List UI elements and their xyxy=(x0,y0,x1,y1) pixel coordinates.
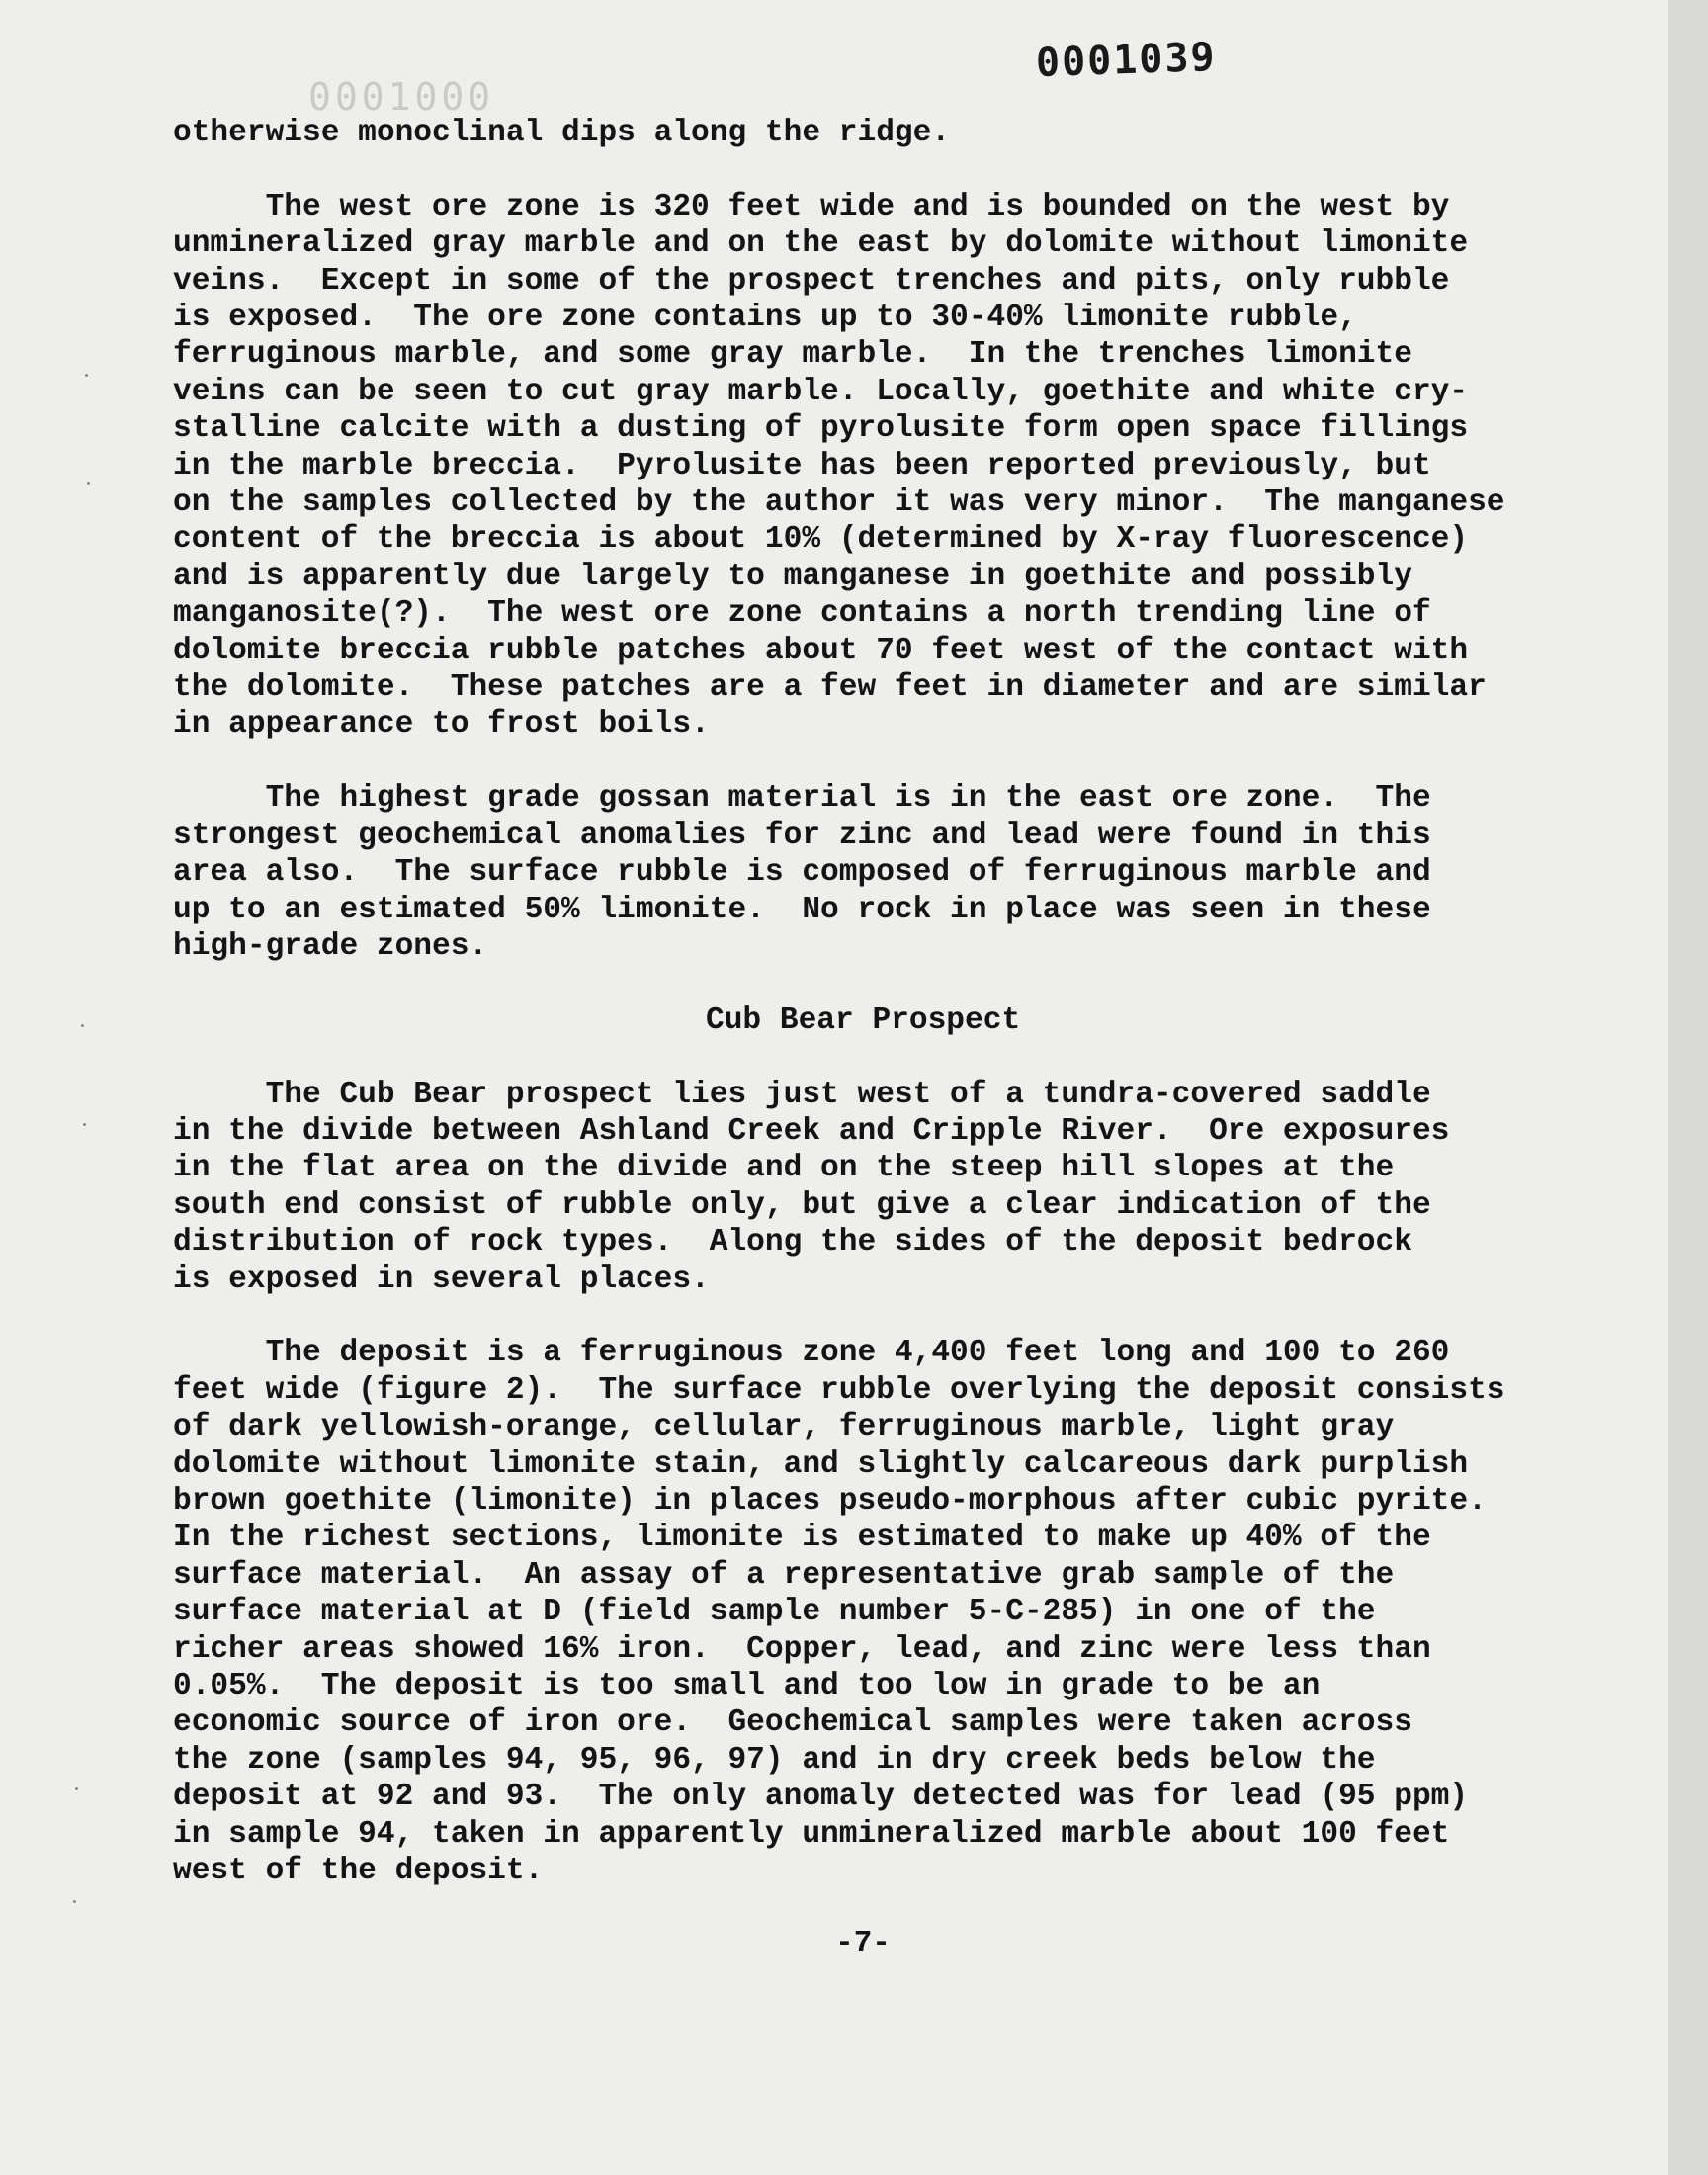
text-line: strongest geochemical anomalies for zinc and lead were found in this xyxy=(173,818,1431,853)
text-line: The deposit is a ferruginous zone 4,400 feet long and 100 to 260 xyxy=(173,1336,1450,1371)
page-edge-shadow xyxy=(1668,0,1708,2175)
text-line: content of the breccia is about 10% (determined by X-ray fluorescence) xyxy=(173,522,1469,558)
faint-stamp-number: 0001000 xyxy=(308,75,495,119)
text-line: ferruginous marble, and some gray marble. In the trenches limonite xyxy=(173,337,1412,373)
text-line: The Cub Bear prospect lies just west of a tundra-covered saddle xyxy=(173,1077,1431,1112)
text-line: dolomite without limonite stain, and slightly calcareous dark purplish xyxy=(173,1446,1469,1482)
text-line: unmineralized gray marble and on the east by dolomite without limonite xyxy=(173,226,1469,262)
paragraph xyxy=(173,780,1616,965)
text-line: distribution of rock types. Along the sides of the deposit bedrock xyxy=(173,1225,1412,1261)
text-line: is exposed. The ore zone contains up to 30-40% limonite rubble, xyxy=(173,301,1357,336)
page-number: -7- xyxy=(835,1926,891,1960)
text-line: otherwise monoclinal dips along the ridge. xyxy=(173,116,951,150)
margin-speck xyxy=(87,482,90,485)
text-line: of dark yellowish-orange, cellular, ferruginous marble, light gray xyxy=(173,1410,1395,1445)
margin-speck xyxy=(83,1123,86,1126)
text-line: surface material. An assay of a representative grab sample of the xyxy=(173,1557,1395,1593)
paragraph xyxy=(173,189,1616,743)
text-line: brown goethite (limonite) in places pseudo-morphous after cubic pyrite. xyxy=(173,1483,1487,1519)
text-line: and is apparently due largely to manganese in goethite and possibly xyxy=(173,559,1412,594)
text-line: on the samples collected by the author it was very minor. The manganese xyxy=(173,485,1505,521)
text-line: in the marble breccia. Pyrolusite has been reported previously, but xyxy=(173,448,1431,483)
text-line: in sample 94, taken in apparently unmineralized marble about 100 feet xyxy=(173,1816,1450,1852)
text-line: feet wide (figure 2). The surface rubble overlying the deposit consists xyxy=(173,1372,1505,1408)
text-line: high-grade zones. xyxy=(173,928,488,964)
text-line: in appearance to frost boils. xyxy=(173,707,710,742)
text-line: surface material at D (field sample number 5-C-285) in one of the xyxy=(173,1595,1376,1630)
text-line: 0.05%. The deposit is too small and too low in grade to be an xyxy=(173,1668,1321,1703)
text-line: The highest grade gossan material is in the east ore zone. The xyxy=(173,781,1431,817)
text-line: in the divide between Ashland Creek and Cripple River. Ore exposures xyxy=(173,1113,1450,1149)
margin-speck xyxy=(81,1024,84,1027)
text-line: the zone (samples 94, 95, 96, 97) and in dry creek beds below the xyxy=(173,1742,1376,1778)
text-line: dolomite breccia rubble patches about 70 feet west of the contact with xyxy=(173,633,1469,668)
text-line: richer areas showed 16% iron. Copper, lead, and zinc were less than xyxy=(173,1631,1431,1667)
paragraph xyxy=(173,1077,1616,1298)
body-text xyxy=(173,115,1616,1927)
text-line: stalline calcite with a dusting of pyrolusite form open space fillings xyxy=(173,411,1469,447)
text-line: In the richest sections, limonite is estimated to make up 40% of the xyxy=(173,1521,1431,1556)
text-line: is exposed in several places. xyxy=(173,1262,710,1297)
paragraph xyxy=(173,1335,1616,1889)
body-section-2 xyxy=(173,1077,1616,1890)
document-stamp-number: 0001039 xyxy=(1035,34,1218,87)
text-line: the dolomite. These patches are a few feet in diameter and are similar xyxy=(173,670,1487,706)
text-line: deposit at 92 and 93. The only anomaly detected was for lead (95 ppm) xyxy=(173,1780,1469,1815)
text-line: south end consist of rubble only, but give a clear indication of the xyxy=(173,1187,1431,1223)
text-line: west of the deposit. xyxy=(173,1854,544,1889)
text-line: veins. Except in some of the prospect trenches and pits, only rubble xyxy=(173,263,1450,299)
text-line: The west ore zone is 320 feet wide and is bounded on the west by xyxy=(173,189,1450,224)
text-line: area also. The surface rubble is composed of ferruginous marble and xyxy=(173,855,1431,891)
text-line: in the flat area on the divide and on the steep hill slopes at the xyxy=(173,1151,1395,1186)
margin-speck xyxy=(73,1900,76,1903)
text-line: manganosite(?). The west ore zone contains a north trending line of xyxy=(173,596,1431,632)
margin-speck xyxy=(85,374,88,377)
paragraph xyxy=(173,115,1616,151)
text-line: up to an estimated 50% limonite. No rock in place was seen in these xyxy=(173,892,1431,927)
section-heading: Cub Bear Prospect xyxy=(706,1002,1021,1038)
text-line: veins can be seen to cut gray marble. Locally, goethite and white cry- xyxy=(173,374,1469,409)
text-line: economic source of iron ore. Geochemical samples were taken across xyxy=(173,1705,1412,1741)
margin-speck xyxy=(75,1787,78,1790)
body-section-1 xyxy=(173,115,1616,965)
